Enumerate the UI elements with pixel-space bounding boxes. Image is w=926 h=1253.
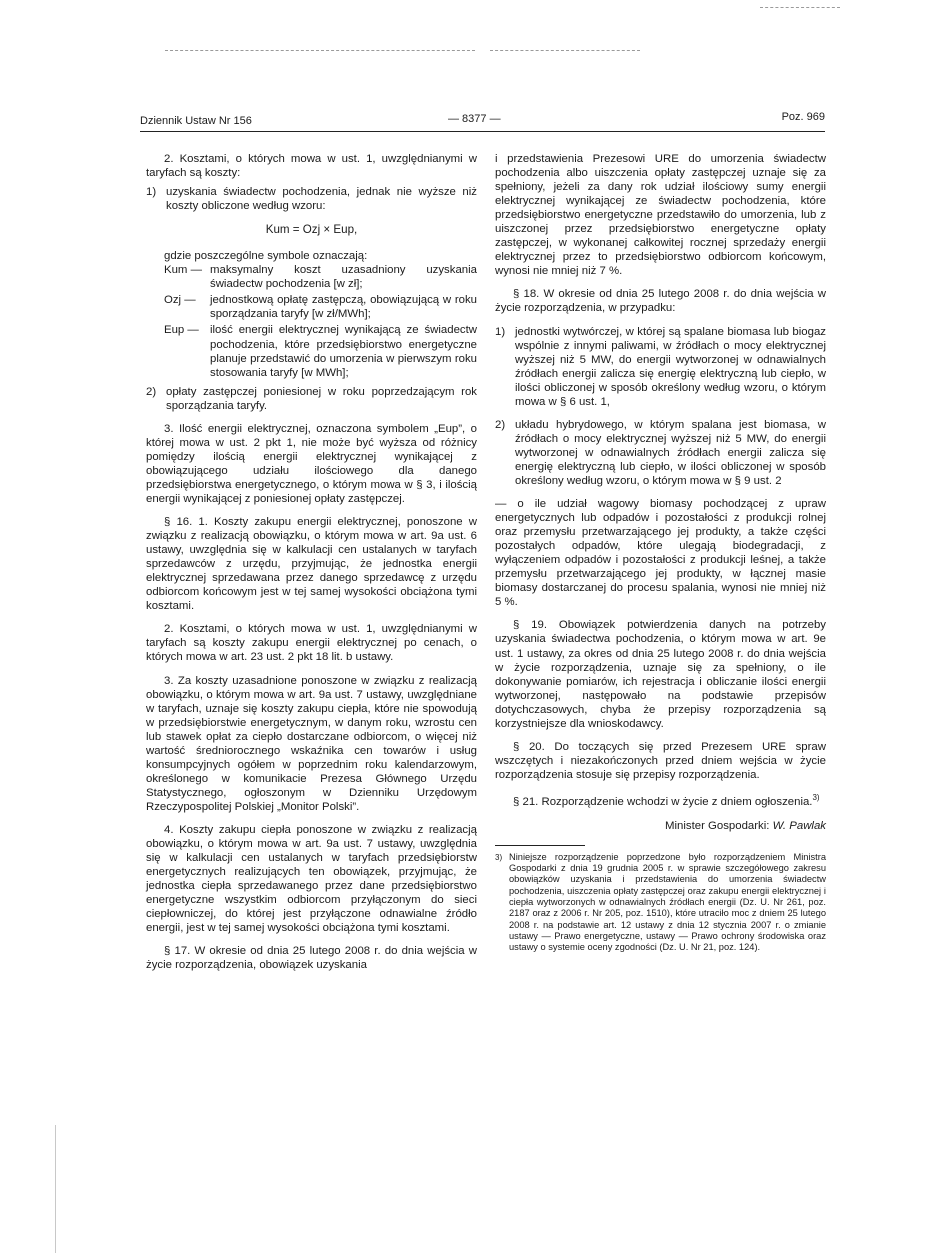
item-number: 1) (146, 186, 157, 199)
symbol-desc: ilość energii elektrycznej wynikającą ze świadectw pochodzenia, które przedsiębiorstwo energetyczne planuje przedstawić do umorzenia w pierwszym roku stosowania taryfy [w MWh]; (210, 324, 477, 379)
scan-artifact-line (490, 50, 640, 51)
page-number: — 8377 — (448, 113, 501, 125)
symbol-key: Ozj — (164, 294, 196, 307)
symbol-key: Kum — (164, 264, 202, 277)
position-number: Poz. 969 (781, 111, 825, 123)
footnote-rule (495, 845, 585, 846)
item-number: 1) (495, 325, 506, 338)
signature-name: W. Pawlak (772, 819, 826, 832)
right-column (495, 152, 826, 953)
item-text: uzyskania świadectw pochodzenia, jednak nie wyższe niż koszty obliczone według wzoru: (166, 186, 477, 213)
formula: Kum = Ozj × Eup, (265, 223, 358, 237)
list-item (146, 385, 477, 413)
section-16-3: 3. Za koszty uzasadnione ponoszone w związku z realizacją obowiązku, o którym mowa w art. 9a ust. 7 ustawy, uwzględniane w taryfach, uznaje się koszty zakupu ciepła, które nie spowodują w przedsiębiorstwie energetycznym, w danym roku, wzrostu cen lub stawek opłat za ciepło dostarczane odbiorcom, o więcej niż wartość średniorocznego wskaźnika cen towarów i usług konsumpcyjnych ogółem w poprzednim roku kalendarzowym, określonego w komunikacie Prezesa Głównego Urzędu Statystycznego, ogłoszonym w Dzienniku Urzędowym Rzeczypospolitej Polskiej „Monitor Polski”. (146, 674, 477, 813)
scan-artifact-edge (55, 1125, 56, 1253)
symbol-key: Eup — (164, 324, 199, 337)
symbol-desc: jednostkową opłatę zastępczą, obowiązującą w roku sporządzania taryfy [w zł/MWh]; (210, 294, 477, 321)
section-16-2: 2. Kosztami, o których mowa w ust. 1, uwzględnianymi w taryfach są koszty zakupu energii elektrycznej po cenach, o których mowa w art. 23 ust. 2 pkt 18 lit. b ustawy. (146, 623, 477, 664)
footnote-text: Niniejsze rozporządzenie poprzedzone było rozporządzeniem Ministra Gospodarki z dnia 19 grudnia 2005 r. w sprawie szczegółowego zakresu obowiązków uzyskania i przedstawienia do umorzenia świadectw pochodzenia, uiszczenia opłaty zastępczej oraz zakupu energii elektrycznej i ciepła wytworzonych w odnawialnych źródłach energii (Dz. U. Nr 261, poz. 2187 oraz z 2006 r. Nr 205, poz. 1510), które utraciło moc z dniem 25 lutego 2008 r. na podstawie art. 12 ustawy z dnia 12 stycznia 2007 r. o zmianie ustawy — Prawo energetyczne, ustawy — Prawo ochrony środowiska oraz ustawy o systemie oceny zgodności (Dz. U. Nr 21, poz. 124). (509, 851, 826, 953)
list-item (146, 185, 477, 213)
item-number: 2) (146, 385, 157, 398)
section-17: § 17. W okresie od dnia 25 lutego 2008 r. do dnia wejścia w życie rozporządzenia, obowiązek uzyskania (146, 945, 477, 972)
section-21 (495, 791, 826, 809)
section-16-4: 4. Koszty zakupu ciepła ponoszone w związku z realizacją obowiązku, o którym mowa w art. 9a ust. 7 ustawy, uwzględnia się w kalkulacji cen ustalanych w taryfach przedsiębiorstw energetycznych realizujących ten obowiązek, przyjmując, że jednostka ciepła sprzedawanego przez dane przedsiębiorstwo energetyczne wszystkim odbiorcom przyłączonym do sieci ciepłowniczej, do której jest przyłączone odnawialne źródło energii, jest w tej samej wysokości obciążona tymi kosztami. (146, 823, 477, 935)
footnote-ref: 3) (812, 792, 820, 802)
list-item (495, 418, 826, 488)
left-column (146, 152, 477, 972)
signature-label: Minister Gospodarki: (664, 819, 770, 832)
item-text: opłaty zastępczej poniesionej w roku poprzedzającym rok sporządzania taryfy. (166, 385, 477, 412)
symbol-definition (164, 293, 477, 321)
journal-title: Dziennik Ustaw Nr 156 (140, 115, 252, 127)
section-19: § 19. Obowiązek potwierdzenia danych na potrzeby uzyskania świadectwa pochodzenia, o którym mowa w art. 9e ust. 1 ustawy, za okres od dnia 25 lutego 2008 r. do dnia wejścia w życie rozporządzenia, uznaje się za spełniony, o ile dokonywanie pomiarów, ich rejestracja i obliczanie ilości energii wytworzonej, następowało na podstawie przepisów dotychczasowych, chyba że przepisy rozporządzenia są korzystniejsze dla wnioskodawcy. (495, 619, 826, 730)
symbol-definition (164, 263, 477, 291)
section-20: § 20. Do toczących się przed Prezesem URE spraw wszczętych i niezakończonych przed dniem wejścia w życie rozporządzenia stosuje się przepisy rozporządzenia. (495, 740, 826, 781)
item-text: jednostki wytwórczej, w której są spalane biomasa lub biogaz wspólnie z innymi paliwami, w źródłach o mocy elektrycznej wyższej niż 5 MW, do energii wytworzonej w odnawialnych źródłach energii zalicza się energię elektryczną lub ciepło, w ilości obliczonej w sposób określony według wzoru, o którym mowa w § 6 ust. 1, (515, 325, 826, 408)
section-17-continued: i przedstawienia Prezesowi URE do umorzenia świadectw pochodzenia albo uiszczenia opłaty zastępczej uznaje się za spełniony, jeżeli za dany rok udział ilościowy sumy energii elektrycznej wynikającej ze świadectw pochodzenia, które przedsiębiorstwo energetyczne przedstawiło do umorzenia, lub z uiszczonej przez przedsiębiorstwo energetyczne opłaty zastępczej, w wykonanej całkowitej rocznej sprzedaży energii elektrycznej przez to przedsiębiorstwo odbiorcom końcowym, wynosi nie mniej niż 7 %. (495, 153, 826, 278)
footnote (495, 852, 826, 954)
paragraph: 3. Ilość energii elektrycznej, oznaczona symbolem „Eup”, o której mowa w ust. 2 pkt 1, nie może być wyższa od różnicy pomiędzy ilością energii elektrycznej wynikającej z obowiązującego udziału ilościowego dla danego przedsiębiorstwa energetycznego, o którym mowa w § 3, i ilością energii wynikającej z poniesionej opłaty zastępczej. (146, 422, 477, 505)
section-21-text: § 21. Rozporządzenie wchodzi w życie z dniem ogłoszenia. (513, 795, 813, 808)
symbol-definition (164, 323, 477, 379)
item-text: układu hybrydowego, w którym spalana jest biomasa, w źródłach o mocy elektrycznej wyższej niż 5 MW, do energii wytworzonej w odnawialnych źródłach energii zalicza się energię elektryczną lub ciepło, w ilości obliczonej w sposób określony według wzoru, o którym mowa w § 9 ust. 2 (515, 418, 826, 487)
header-rule (140, 131, 825, 132)
symbol-desc: maksymalny koszt uzasadniony uzyskania świadectw pochodzenia [w zł]; (210, 264, 477, 291)
footnote-mark: 3) (495, 852, 503, 862)
symbols-intro: gdzie poszczególne symbole oznaczają: (164, 250, 368, 263)
section-18: § 18. W okresie od dnia 25 lutego 2008 r. do dnia wejścia w życie rozporządzenia, w przypadku: (495, 288, 826, 315)
paragraph: 2. Kosztami, o których mowa w ust. 1, uwzględnianymi w taryfach są koszty: (146, 153, 477, 180)
section-16-1: § 16. 1. Koszty zakupu energii elektrycznej, ponoszone w związku z realizacją obowiązku, o którym mowa w art. 9a ust. 6 ustawy, uwzględnia się w kalkulacji cen ustalanych w taryfach sprzedawców z urzędu, przyjmując, że jednostka energii elektrycznej sprzedawana przez danego sprzedawcę z urzędu odbiorcom końcowym jest w tej samej wysokości obciążona tymi kosztami. (146, 516, 477, 613)
list-item (495, 325, 826, 409)
section-18-tail: — o ile udział wagowy biomasy pochodzącej z upraw energetycznych lub odpadów i pozostałości z produkcji rolnej oraz przemysłu przetwarzającego jej produkty, a także części pozostałych odpadów, które ulegają biodegradacji, z wyłączeniem odpadów i pozostałości z produkcji leśnej, a także przemysłu przetwarzającego jej produkty, w łącznej masie biomasy dostarczanej do procesu spalania, wynosi nie mniej niż 5 %. (495, 498, 826, 609)
page-header (140, 113, 825, 129)
item-number: 2) (495, 418, 506, 431)
scan-artifact-line (165, 50, 475, 51)
signature (495, 819, 826, 833)
scan-artifact-line (760, 7, 840, 8)
